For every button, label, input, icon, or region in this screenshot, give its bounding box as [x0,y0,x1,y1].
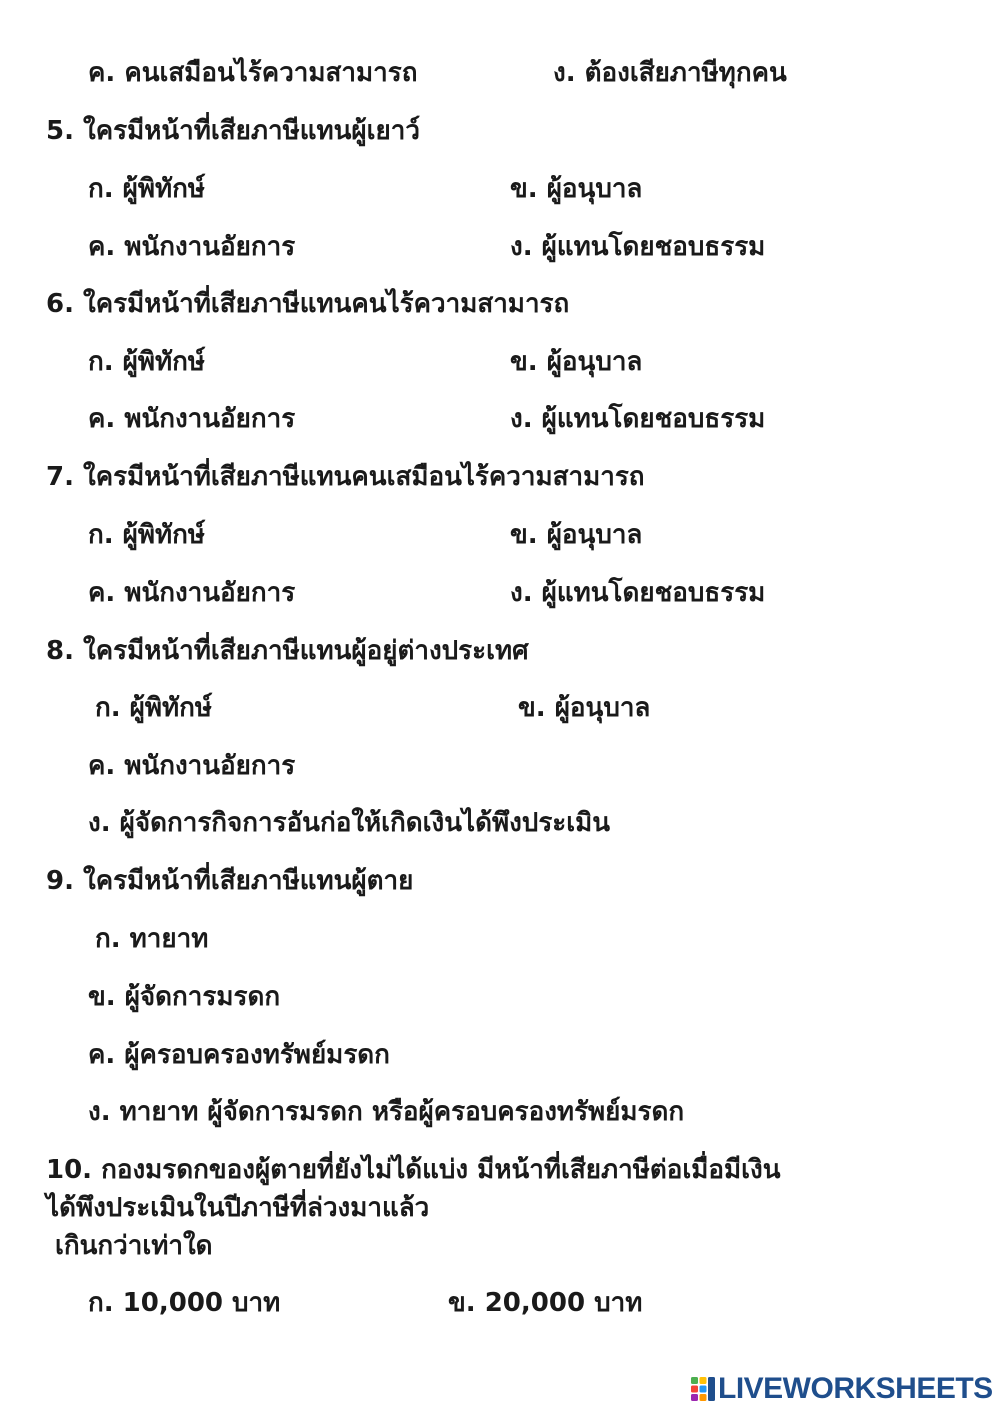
q5-option-b: ข. ผู้อนุบาล [510,174,643,204]
question-10-line-2: ได้พึงประเมินในปีภาษีที่ล่วงมาแล้ว [46,1193,430,1223]
question-7: 7. ใครมีหน้าที่เสียภาษีแทนคนเสมือนไร้ความสามารถ [46,462,645,492]
q7-option-a: ก. ผู้พิทักษ์ [88,520,206,550]
q9-option-c: ค. ผู้ครอบครองทรัพย์มรดก [88,1040,390,1070]
q8-option-b: ข. ผู้อนุบาล [518,693,651,723]
question-5: 5. ใครมีหน้าที่เสียภาษีแทนผู้เยาว์ [46,116,420,146]
q4-option-c: ค. คนเสมือนไร้ความสามารถ [88,58,418,88]
q10-option-a: ก. 10,000 บาท [88,1288,281,1318]
q7-option-d: ง. ผู้แทนโดยชอบธรรม [510,578,766,608]
q5-option-a: ก. ผู้พิทักษ์ [88,174,206,204]
question-10-line-1: 10. กองมรดกของผู้ตายที่ยังไม่ได้แบ่ง มีหน้าที่เสียภาษีต่อเมื่อมีเงิน [46,1155,781,1185]
q6-option-b: ข. ผู้อนุบาล [510,347,643,377]
q7-option-b: ข. ผู้อนุบาล [510,520,643,550]
question-6: 6. ใครมีหน้าที่เสียภาษีแทนคนไร้ความสามารถ [46,289,570,319]
q10-option-b: ข. 20,000 บาท [448,1288,643,1318]
q7-option-c: ค. พนักงานอัยการ [88,578,296,608]
liveworksheets-wordmark: LIVEWORKSHEETS [718,1372,993,1405]
q6-option-d: ง. ผู้แทนโดยชอบธรรม [510,404,766,434]
q8-option-a: ก. ผู้พิทักษ์ [95,693,213,723]
q9-option-d: ง. ทายาท ผู้จัดการมรดก หรือผู้ครอบครองทรัพย์มรดก [88,1097,685,1127]
q9-option-a: ก. ทายาท [95,924,209,954]
q5-option-d: ง. ผู้แทนโดยชอบธรรม [510,232,766,262]
q8-option-c: ค. พนักงานอัยการ [88,751,296,781]
q9-option-b: ข. ผู้จัดการมรดก [88,982,281,1012]
q8-option-d: ง. ผู้จัดการกิจการอันก่อให้เกิดเงินได้พึงประเมิน [88,808,611,838]
q4-option-d: ง. ต้องเสียภาษีทุกคน [553,58,787,88]
question-9: 9. ใครมีหน้าที่เสียภาษีแทนผู้ตาย [46,866,414,896]
liveworksheets-icon [690,1376,716,1402]
question-10-line-3: เกินกว่าเท่าใด [55,1231,213,1261]
q5-option-c: ค. พนักงานอัยการ [88,232,296,262]
q6-option-c: ค. พนักงานอัยการ [88,404,296,434]
q6-option-a: ก. ผู้พิทักษ์ [88,347,206,377]
liveworksheets-logo [690,1372,993,1405]
question-8: 8. ใครมีหน้าที่เสียภาษีแทนผู้อยู่ต่างประเทศ [46,636,529,666]
